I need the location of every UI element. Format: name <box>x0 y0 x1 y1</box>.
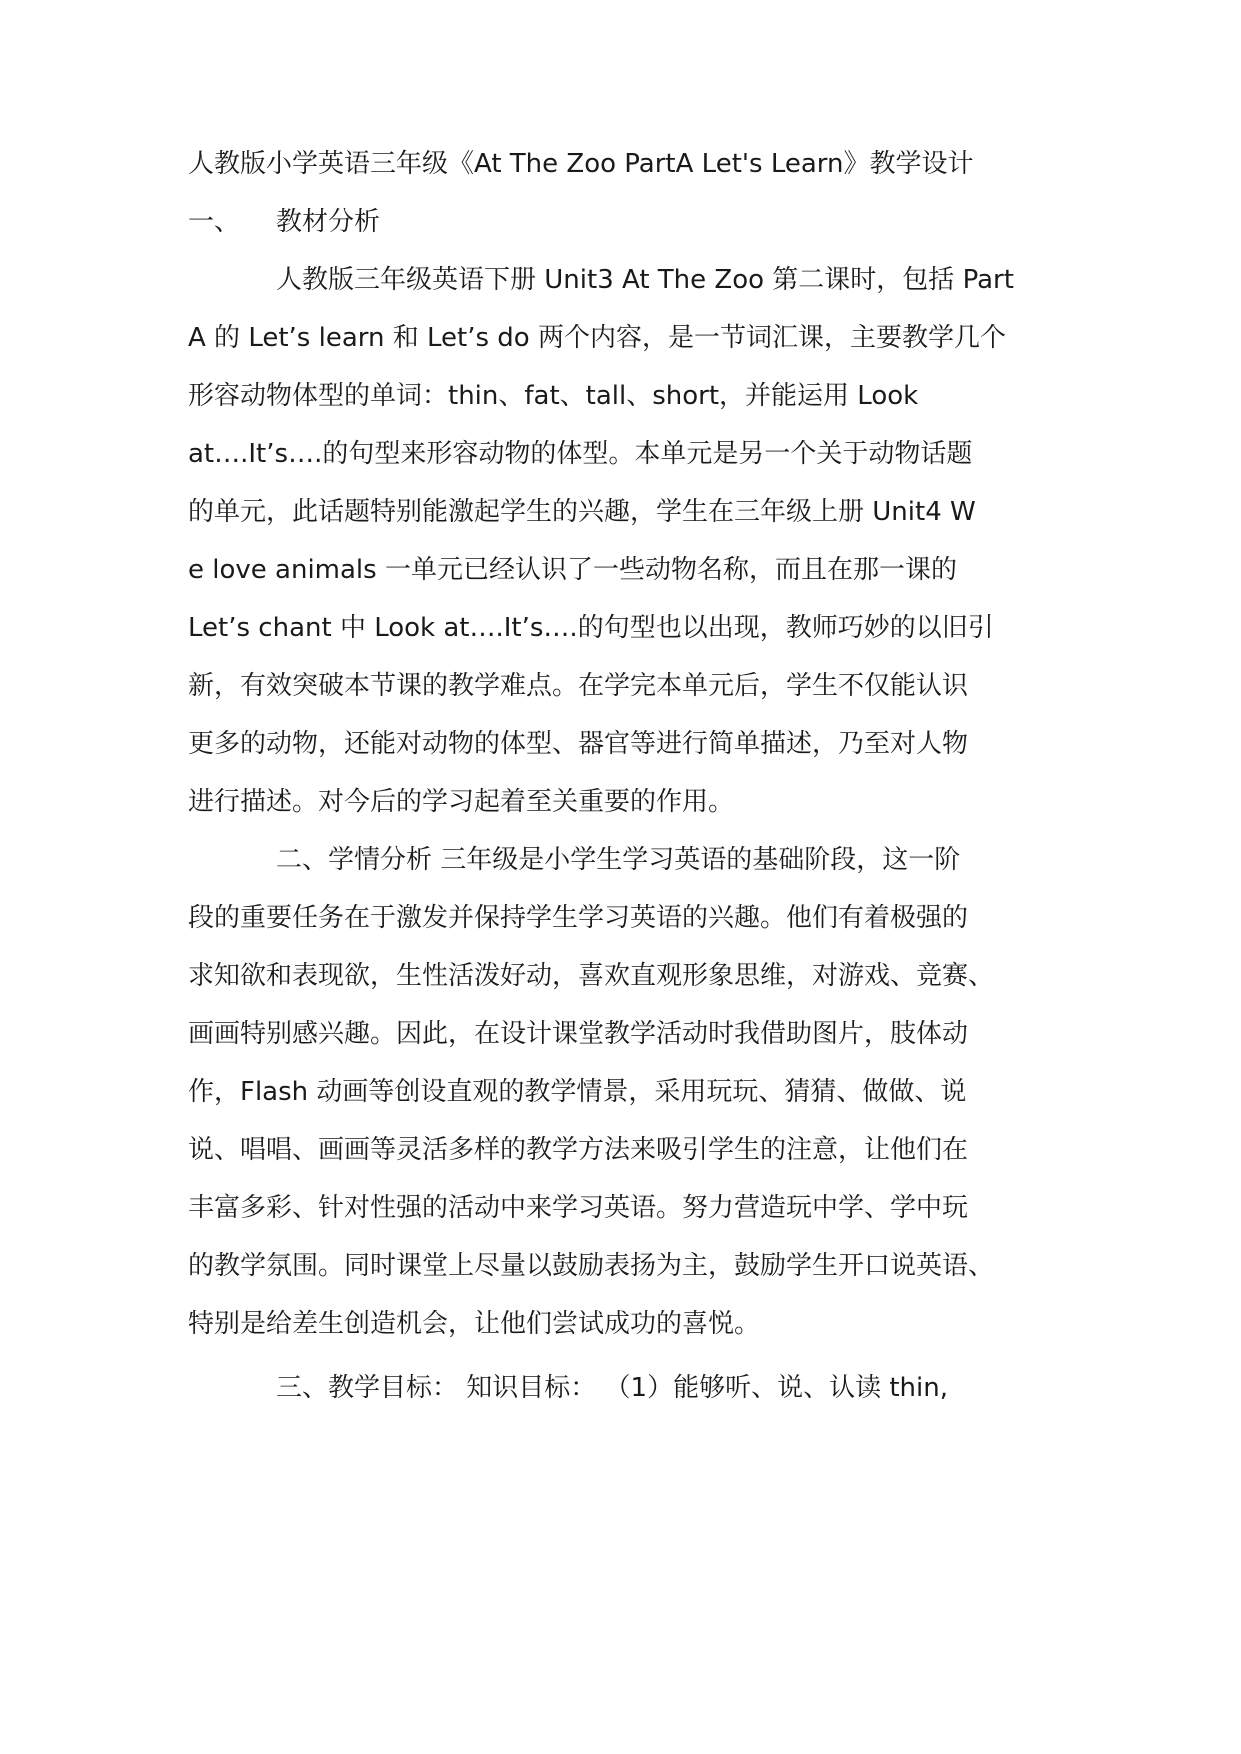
paragraph-line: 形容动物体型的单词：thin、fat、tall、short，并能运用 Look <box>188 381 919 411</box>
paragraph-line: 的教学氛围。同时课堂上尽量以鼓励表扬为主，鼓励学生开口说英语、 <box>188 1251 995 1281</box>
section-number: 一、 <box>188 207 241 237</box>
paragraph-line: 特别是给差生创造机会，让他们尝试成功的喜悦。 <box>188 1309 761 1339</box>
paragraph-line: 作，Flash 动画等创设直观的教学情景，采用玩玩、猜猜、做做、说 <box>188 1077 967 1107</box>
paragraph-line: e love animals 一单元已经认识了一些动物名称，而且在那一课的 <box>188 555 957 585</box>
paragraph-line: 三、教学目标： 知识目标： （1）能够听、说、认读 thin, <box>276 1373 948 1403</box>
section-heading: 教材分析 <box>276 207 381 237</box>
paragraph-line: 画画特别感兴趣。因此，在设计课堂教学活动时我借助图片，肢体动 <box>188 1019 969 1049</box>
paragraph-line: 进行描述。对今后的学习起着至关重要的作用。 <box>188 787 735 817</box>
paragraph-line: 二、学情分析 三年级是小学生学习英语的基础阶段，这一阶 <box>276 845 961 875</box>
paragraph-line: 新，有效突破本节课的教学难点。在学完本单元后，学生不仅能认识 <box>188 671 969 701</box>
paragraph-line: A 的 Let’s learn 和 Let’s do 两个内容，是一节词汇课，主要教学几个 <box>188 323 1006 353</box>
paragraph-line: 人教版三年级英语下册 Unit3 At The Zoo 第二课时，包括 Part <box>276 265 1014 295</box>
paragraph-line: 求知欲和表现欲，生性活泼好动，喜欢直观形象思维，对游戏、竞赛、 <box>188 961 995 991</box>
document-title: 人教版小学英语三年级《At The Zoo PartA Let's Learn》教学设计 <box>188 149 974 179</box>
paragraph-line: 段的重要任务在于激发并保持学生学习英语的兴趣。他们有着极强的 <box>188 903 969 933</box>
paragraph-line: at….It’s….的句型来形容动物的体型。本单元是另一个关于动物话题 <box>188 439 973 469</box>
paragraph-line: 更多的动物，还能对动物的体型、器官等进行简单描述，乃至对人物 <box>188 729 969 759</box>
paragraph-line: Let’s chant 中 Look at….It’s….的句型也以出现，教师巧妙的以旧引 <box>188 613 994 643</box>
paragraph-line: 丰富多彩、针对性强的活动中来学习英语。努力营造玩中学、学中玩 <box>188 1193 969 1223</box>
paragraph-line: 说、唱唱、画画等灵活多样的教学方法来吸引学生的注意，让他们在 <box>188 1135 969 1165</box>
paragraph-line: 的单元，此话题特别能激起学生的兴趣，学生在三年级上册 Unit4 W <box>188 497 976 527</box>
